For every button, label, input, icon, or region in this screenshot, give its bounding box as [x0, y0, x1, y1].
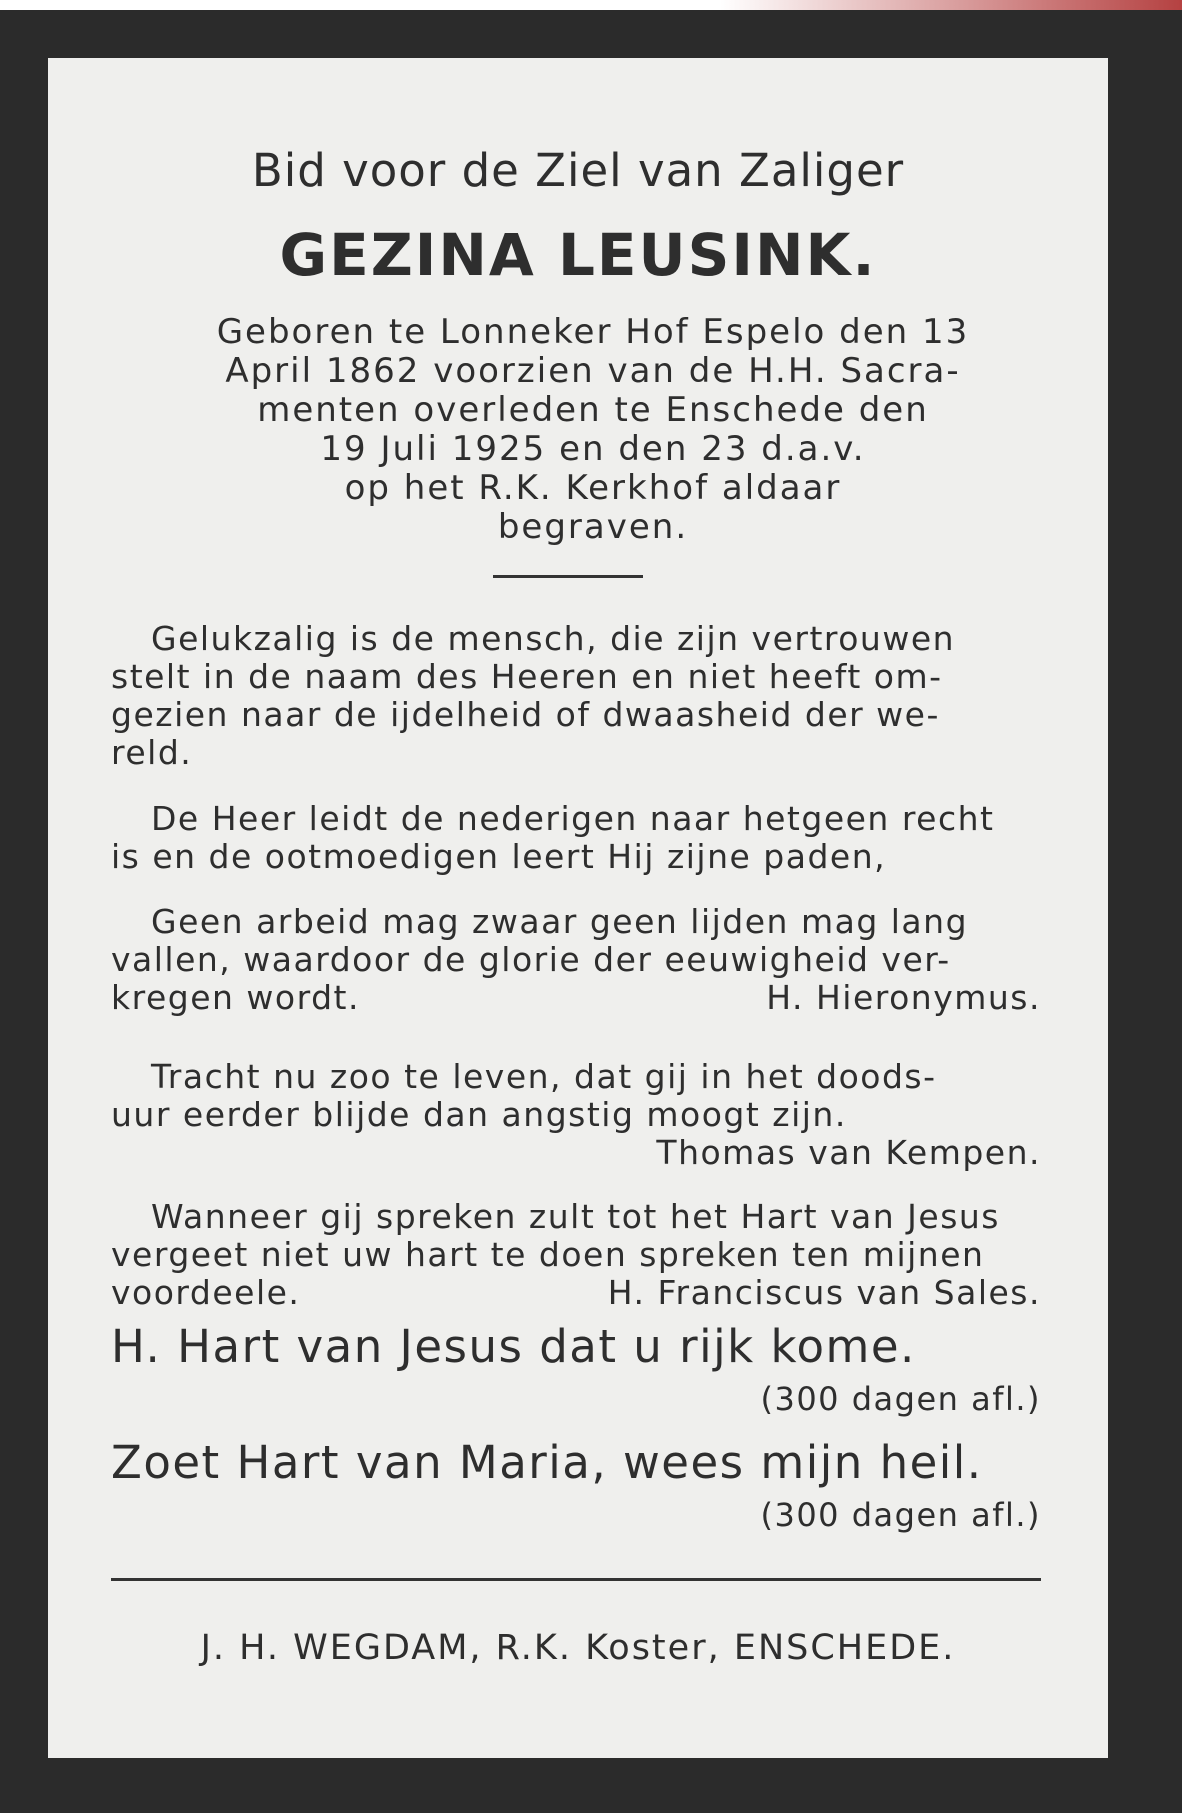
quote-last-line-wrap: [111, 979, 1041, 1017]
quote-line: vergeet niet uw hart te doen spreken ten mijnen: [111, 1235, 985, 1274]
quote-last-line-wrap: [111, 1274, 1041, 1312]
quote-line: Gelukzalig is de mensch, die zijn vertrouwen: [151, 619, 956, 658]
deceased-name: GEZINA LEUSINK.: [279, 221, 877, 289]
prayer-heading: Bid voor de Ziel van Zaliger: [251, 144, 905, 197]
quote-2: [111, 800, 1041, 876]
card-paper: [48, 58, 1108, 1758]
long-divider: [111, 1578, 1041, 1581]
prayer-2: Zoet Hart van Maria, wees mijn heil.: [111, 1436, 983, 1489]
right-edge: [1182, 0, 1200, 1813]
printer-line: J. H. WEGDAM, R.K. Koster, ENSCHEDE.: [200, 1628, 956, 1668]
prayer-1: H. Hart van Jesus dat u rijk kome.: [111, 1320, 916, 1373]
quote-line: stelt in de naam des Heeren en niet heeft om-: [111, 657, 943, 696]
quote-attribution: H. Franciscus van Sales.: [607, 1273, 1041, 1312]
short-divider: [493, 575, 643, 578]
quote-5: [111, 1198, 1041, 1312]
quote-line: vallen, waardoor de glorie der eeuwigheid ver-: [111, 940, 951, 979]
quote-line: De Heer leidt de nederigen naar hetgeen recht: [151, 799, 995, 838]
quote-line: kregen wordt.: [111, 978, 360, 1017]
bio-line: April 1862 voorzien van de H.H. Sacra-: [225, 351, 961, 391]
quote-line: Tracht nu zoo te leven, dat gij in het doods-: [151, 1057, 937, 1096]
biography: [148, 313, 1038, 547]
quote-line: voordeele.: [111, 1273, 301, 1312]
bio-line: Geboren te Lonneker Hof Espelo den 13: [216, 312, 970, 352]
quote-line: is en de ootmoedigen leert Hij zijne paden,: [111, 837, 887, 876]
quote-1: [111, 620, 1041, 772]
quote-line: reld.: [111, 733, 193, 772]
bio-line: 19 Juli 1925 en den 23 d.a.v.: [320, 429, 866, 469]
bio-line: op het R.K. Kerkhof aldaar: [344, 468, 842, 508]
quote-line: Geen arbeid mag zwaar geen lijden mag lang: [151, 902, 969, 941]
quote-attribution: Thomas van Kempen.: [656, 1133, 1041, 1172]
quote-3: [111, 903, 1041, 1017]
quote-line: uur eerder blijde dan angstig moogt zijn.: [111, 1095, 847, 1134]
top-edge: [0, 0, 1200, 10]
indulgence-2: (300 dagen afl.): [760, 1496, 1041, 1534]
quote-line: Wanneer gij spreken zult tot het Hart van Jesus: [151, 1197, 1000, 1236]
quote-line: gezien naar de ijdelheid of dwaasheid der we-: [111, 695, 940, 734]
quote-attribution: H. Hieronymus.: [766, 978, 1041, 1017]
bio-line: begraven.: [497, 507, 689, 547]
indulgence-1: (300 dagen afl.): [760, 1380, 1041, 1418]
bio-line: menten overleden te Enschede den: [257, 390, 929, 430]
quote-4: [111, 1058, 1041, 1172]
